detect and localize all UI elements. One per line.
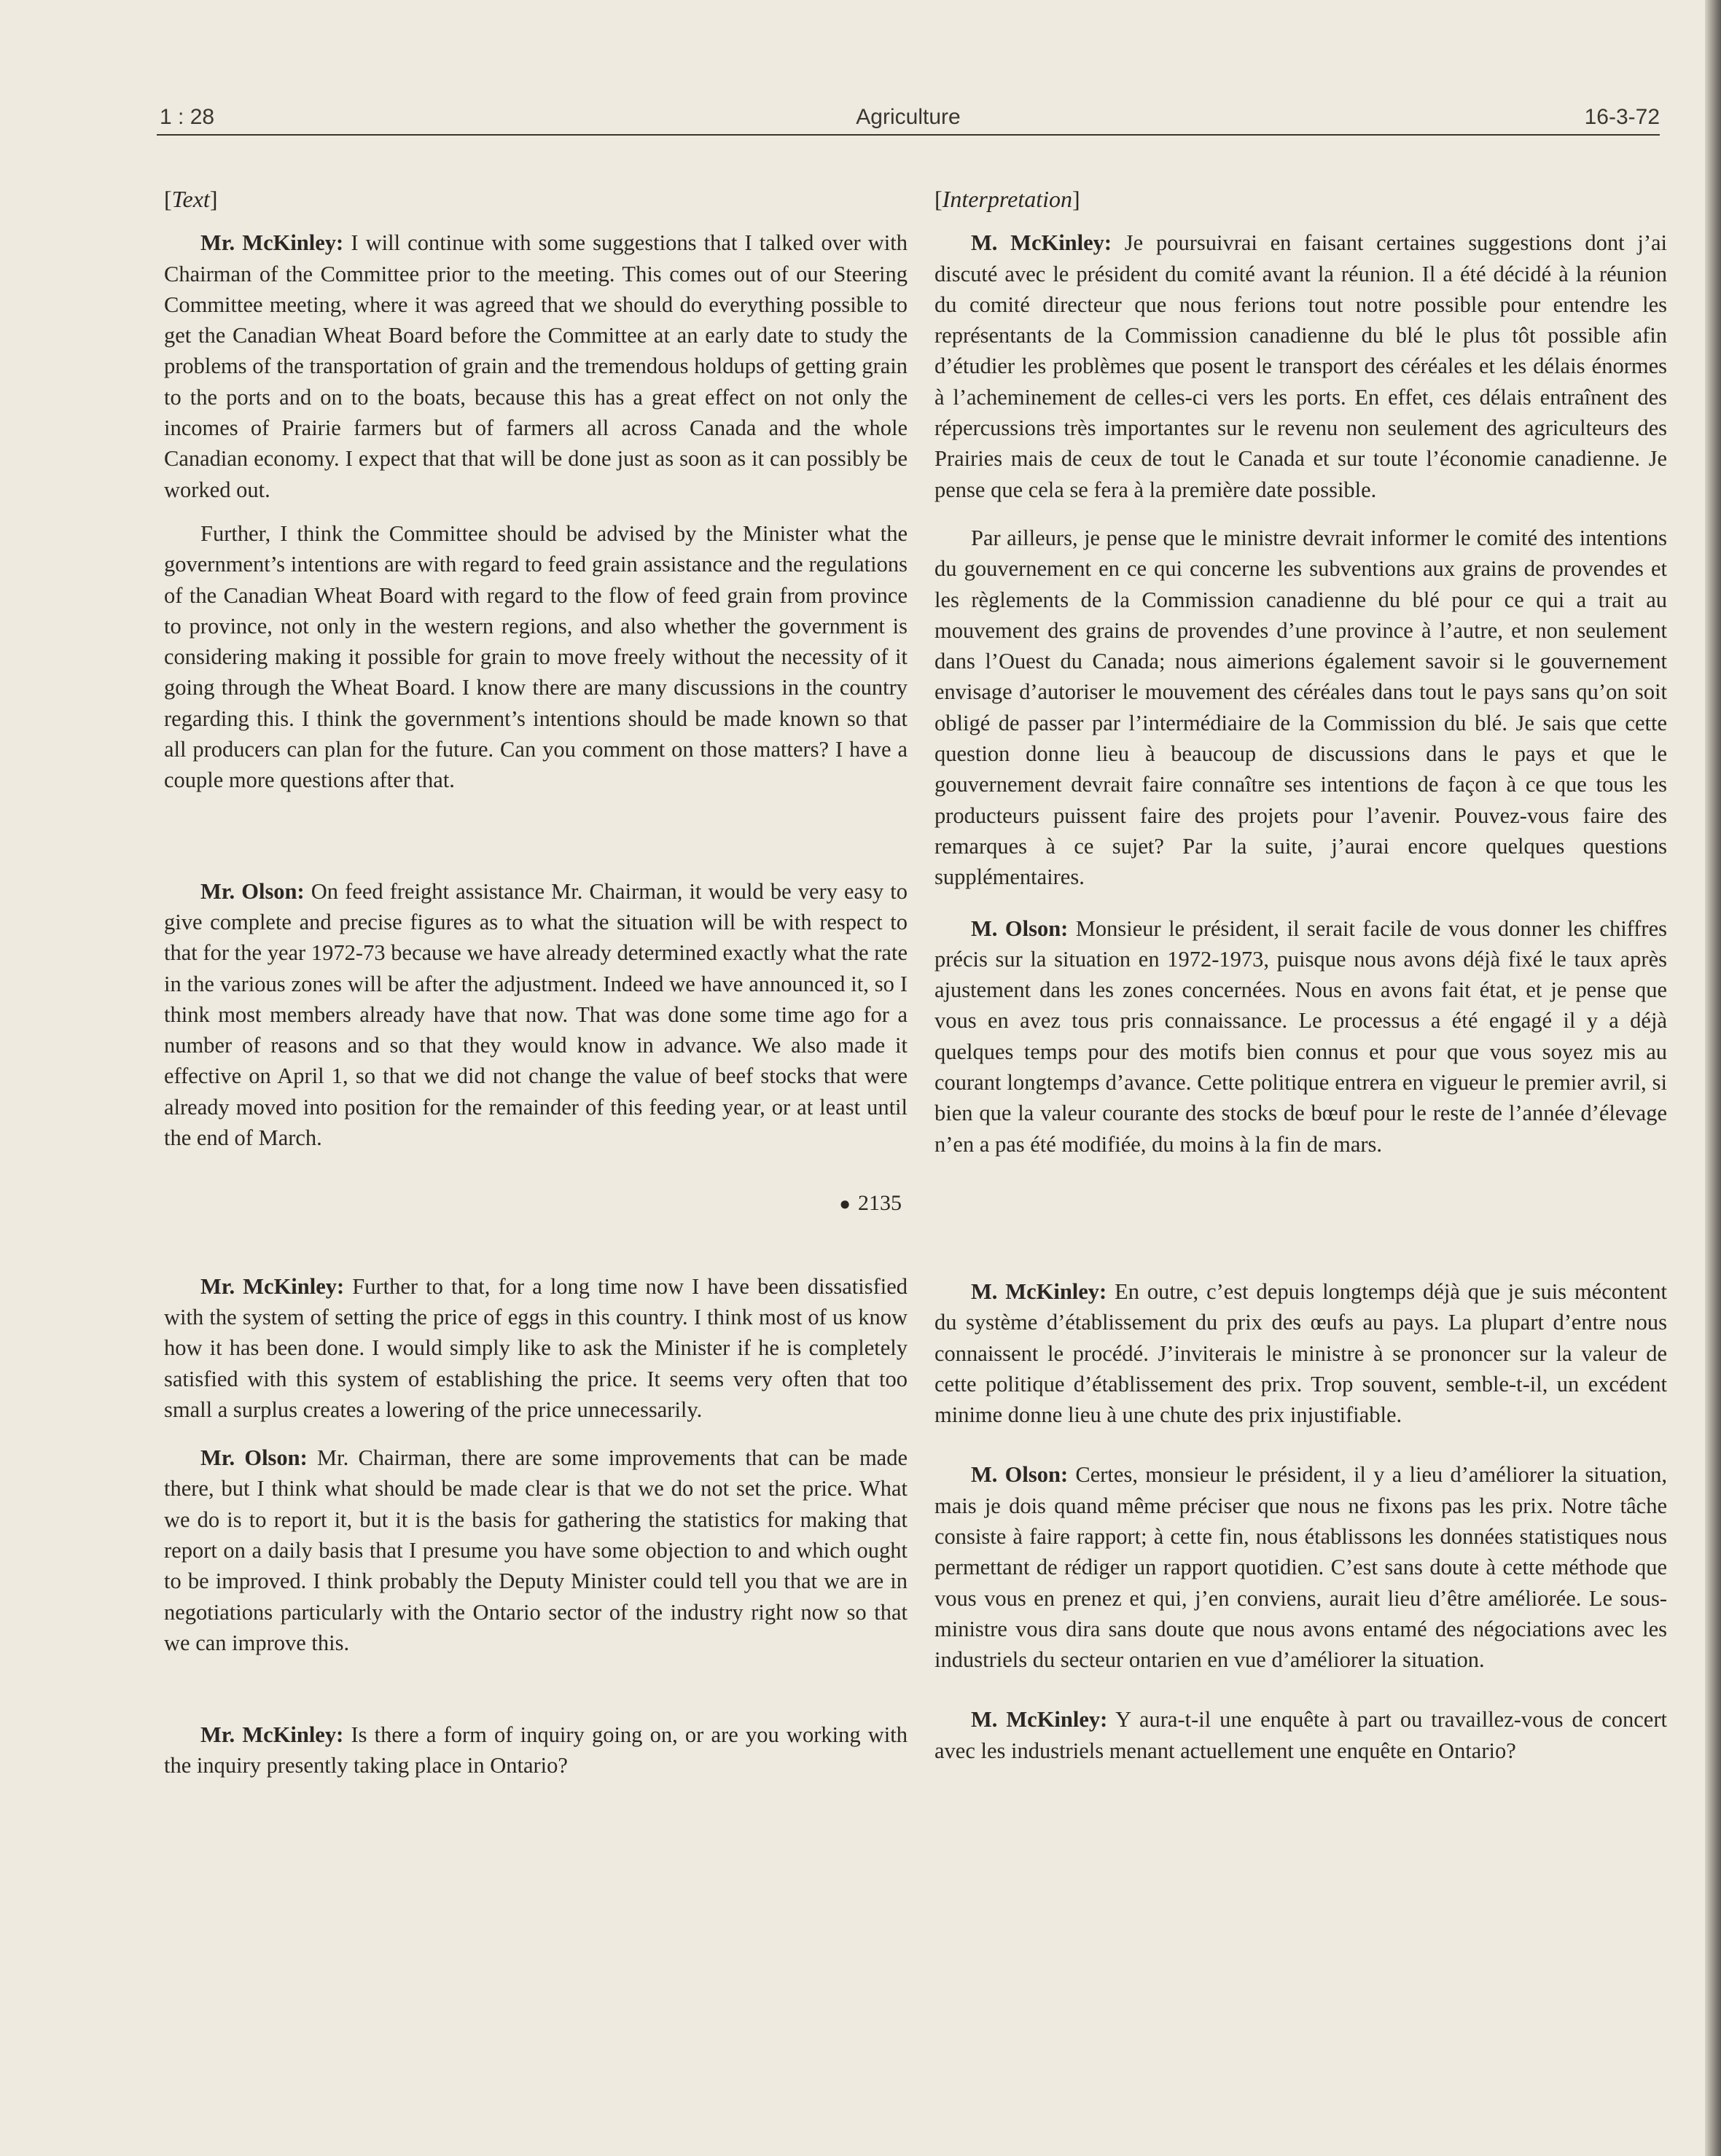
speech: Mr. Chairman, there are some improvements that can be made there, but I think what should be made clear is that we do not set the price. What we do is to report it, but it is the basis for gathering the statistics for making that report on a daily basis that I presume you have some objection to and which ought to be improved. I think probably the Deputy Minister could tell you that we are in negotiations particularly with the Ontario sector of the industry right now so that we can improve this. (164, 1445, 908, 1655)
paragraph (934, 523, 1667, 893)
page-reference: 1 : 28 (160, 105, 215, 129)
speaker: M. McKinley: (971, 1707, 1108, 1733)
running-header (157, 105, 1660, 137)
speaker: Mr. McKinley: (200, 1273, 345, 1299)
english-column (164, 184, 908, 1781)
speech: Further, I think the Committee should be advised by the Minister what the government’s intentions are with regard to feed grain assistance and the regulations of the Canadian Wheat Board with regard to the flow of feed grain from province to province, not only in the western regions, and also whether the government is considering making it possible for grain to move freely without the necessity of it going through the Wheat Board. I know there are many discussions in the country regarding this. I think the government’s intentions should be made known so that all producers can plan for the future. Can you comment on those matters? I have a couple more questions after that. (164, 520, 908, 793)
french-column (934, 184, 1667, 1766)
paragraph (164, 876, 908, 1154)
speaker: Mr. Olson: (200, 1445, 308, 1471)
speech: Y aura-t-il une enquête à part ou travaillez-vous de concert avec les industriels menant actuellement une enquête en Ontario? (934, 1707, 1667, 1763)
speaker: M. McKinley: (971, 1278, 1107, 1304)
paragraph (164, 1271, 908, 1425)
speech: Further to that, for a long time now I have been dissatisfied with the system of setting the price of eggs in this country. I think most of us know how it has been done. I would simply like to ask the Minister if he is completely satisfied with this system of establishing the price. It seems very often that too small a surplus creates a lowering of the price unnecessarily. (164, 1273, 908, 1422)
speaker: M. Olson: (971, 915, 1069, 941)
speaker: Mr. McKinley: (200, 1722, 344, 1748)
speech: I will continue with some suggestions that I talked over with Chairman of the Committee prior to the meeting. This comes out of our Steering Committee meeting, where it was agreed that we should do everything possible to get the Canadian Wheat Board before the Committee at an early date to study the problems of the transportation of grain and the tremendous holdups of getting grain to the ports and on to the boats, because this has a great effect on not only the incomes of Prairie farmers but of farmers all across Canada and the whole Canadian economy. I expect that that will be done just as soon as it can possibly be worked out. (164, 230, 908, 502)
running-title: Agriculture (856, 105, 961, 129)
speaker: M. McKinley: (971, 230, 1112, 256)
time-marker: ● 2135 (839, 1191, 902, 1216)
speech: Monsieur le président, il serait facile de vous donner les chiffres précis sur la situation en 1972-1973, puisque nous avons déjà fixé le taux après ajustement dans les zones concernées. Nous en avons fait état, et je pense que vous en avez tous pris connaissance. Le processus a été engagé il y a déjà quelques temps pour des motifs bien connus et pour que vous soyez mis au courant longtemps d’avance. Cette politique entrera en vigueur le premier avril, si bien que la valeur courante des stocks de bœuf pour le reste de l’année d’élevage n’en a pas été modifiée, du moins à la fin de mars. (934, 915, 1667, 1157)
speech: Par ailleurs, je pense que le ministre devrait informer le comité des intentions du gouvernement en ce qui concerne les subventions aux grains de provendes et les règlements de la Commission canadienne du blé pour ce qui a trait au mouvement des grains de provendes d’une province à l’autre, et non seulement dans l’Ouest du Canada; nous aimerions également savoir si le gouvernement envisage d’autoriser le mouvement des céréales dans tout le pays sans qu’on soit obligé de passer par l’intermédiaire de la Commission du blé. Je sais que cette question donne lieu à beaucoup de discussions dans le pays et que le gouvernement devrait faire connaître ses intentions de façon à ce que tous les producteurs puissent faire des projets pour l’avenir. Pouvez-vous faire des remarques à ce sujet? Par la suite, j’aurai encore quelques questions supplémentaires. (934, 525, 1667, 890)
speaker: M. Olson: (971, 1462, 1069, 1488)
header-rule (157, 134, 1660, 136)
speech: En outre, c’est depuis longtemps déjà que je suis mécontent du système d’établissement du prix des œufs au pays. La plupart d’entre nous connaissent le procédé. J’inviterais le ministre à se prononcer sur la valeur de cette politique d’établissement des prix. Trop souvent, semble-t-il, un excédent minime donne lieu à une chute des prix injustifiable. (934, 1278, 1667, 1428)
paragraph (164, 1442, 908, 1658)
column-tag: [Interpretation] (934, 186, 1080, 212)
paragraph (934, 1704, 1667, 1766)
paragraph (934, 227, 1667, 505)
page-edge (1705, 0, 1721, 2156)
paragraph (164, 1719, 908, 1781)
paragraph (164, 227, 908, 505)
speech: Is there a form of inquiry going on, or are you working with the inquiry presently taking place in Ontario? (164, 1722, 908, 1778)
paragraph (934, 913, 1667, 1160)
paragraph (934, 1276, 1667, 1430)
paragraph (164, 518, 908, 796)
speaker: Mr. McKinley: (200, 230, 344, 256)
speaker: Mr. Olson: (200, 878, 305, 904)
speech: Certes, monsieur le président, il y a lieu d’améliorer la situation, mais je dois quand même préciser que nous ne fixons pas les prix. Notre tâche consiste à faire rapport; à cette fin, nous établissons les données statistiques nous permettant de rédiger un rapport quotidien. C’est sans doute à cette méthode que vous vous en prenez et qui, j’en conviens, aurait lieu d’être améliorée. Le sous-ministre vous dira sans doute que nous avons entamé des négociations avec les industriels du secteur ontarien en vue d’améliorer la situation. (934, 1462, 1667, 1673)
paragraph (934, 1459, 1667, 1675)
speech: On feed freight assistance Mr. Chairman, it would be very easy to give complete and precise figures as to what the situation will be with respect to that for the year 1972-73 because we have already determined exactly what the rate in the various zones will be after the adjustment. Indeed we have announced it, so I think most members already have that now. That was done some time ago for a number of reasons and so that they would know in advance. We also made it effective on April 1, so that we did not change the value of beef stocks that were already moved into position for the remainder of this feeding year, or at least until the end of March. (164, 878, 908, 1151)
column-tag: [Text] (164, 186, 218, 212)
date: 16-3-72 (1584, 105, 1660, 129)
speech: Je poursuivrai en faisant certaines suggestions dont j’ai discuté avec le président du comité avant la réunion. Il a été décidé à la réunion du comité directeur que nous ferions tout notre possible pour entendre les représentants de la Commission canadienne du blé le plus tôt possible afin d’étudier les problèmes que posent le transport des céréales et les délais énormes à l’acheminement de celles-ci vers les ports. En effet, ces délais entraînent des répercussions très importantes sur le revenu non seulement des agriculteurs des Prairies mais de ceux de tout le Canada et sur toute l’économie canadienne. Je pense que cela se fera à la première date possible. (934, 230, 1667, 502)
bullet-icon: ● (839, 1193, 851, 1215)
